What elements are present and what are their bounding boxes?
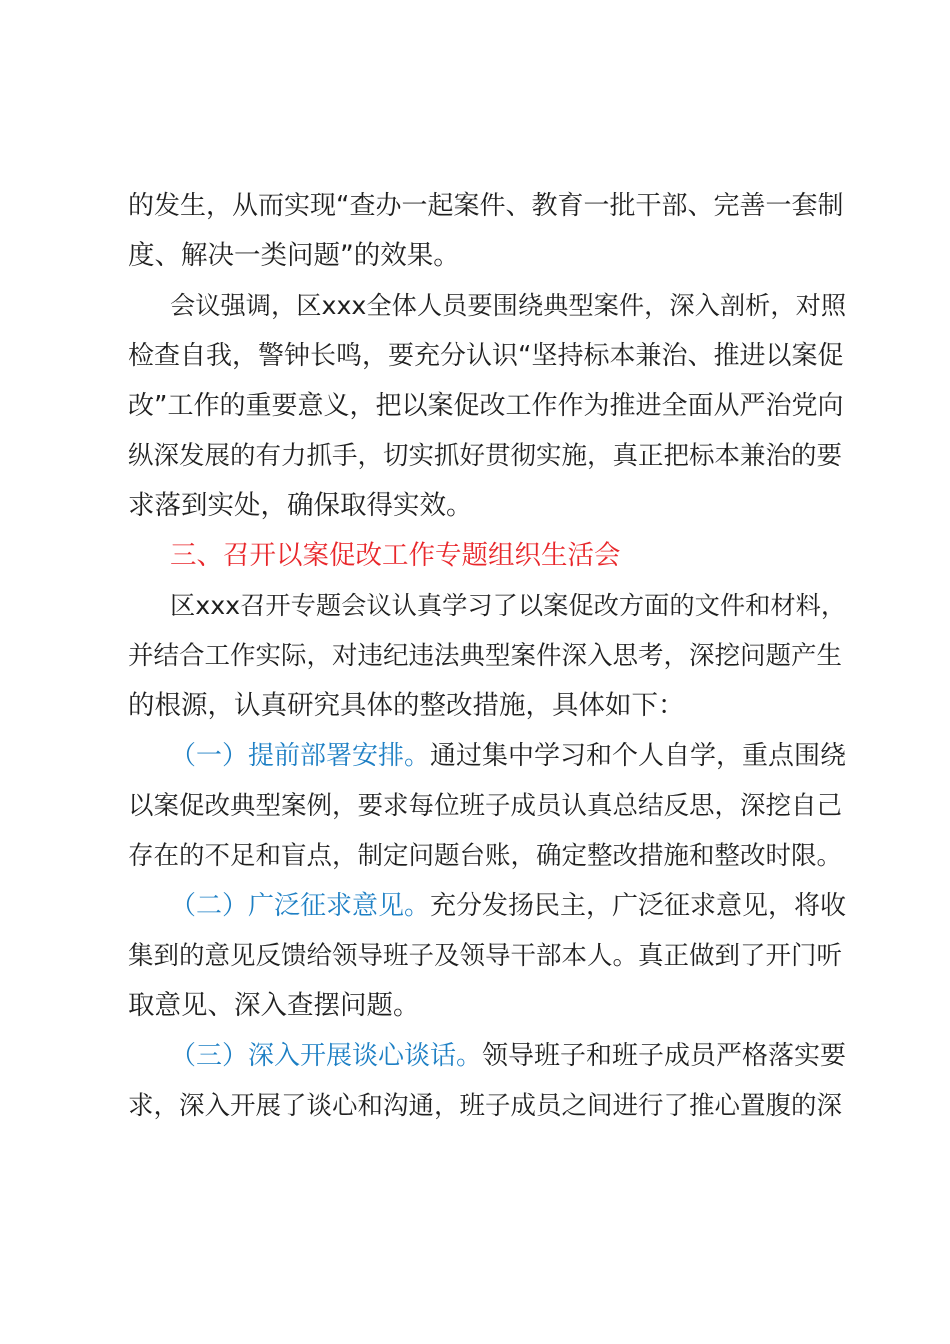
paragraph-line: 改”工作的重要意义，把以案促改工作作为推进全面从严治党向	[128, 391, 844, 421]
item-heading: （一）提前部署安排。	[170, 741, 431, 771]
intro-line: 的根源，认真研究具体的整改措施，具体如下：	[128, 690, 685, 721]
section-heading: 三、召开以案促改工作专题组织生活会	[170, 540, 621, 571]
item-line: 求，深入开展了谈心和沟通，班子成员之间进行了推心置腹的深	[128, 1091, 843, 1121]
paragraph-line: 纵深发展的有力抓手，切实抓好贯彻实施，真正把标本兼治的要	[128, 441, 843, 471]
item-first-line	[170, 731, 846, 781]
item-first-line	[170, 881, 846, 931]
item-line: 以案促改典型案例，要求每位班子成员认真总结反思，深挖自己	[128, 791, 843, 821]
item-text: 充分发扬民主，广泛征求意见，将收	[430, 891, 847, 921]
item-first-line	[170, 1031, 846, 1081]
item-text: 通过集中学习和个人自学，重点围绕	[430, 741, 847, 771]
paragraph-line: 检查自我，警钟长鸣，要充分认识“坚持标本兼治、推进以案促	[128, 341, 844, 371]
item-text: 领导班子和班子成员严格落实要	[482, 1041, 847, 1071]
paragraph-line: 度、解决一类问题”的效果。	[128, 240, 460, 271]
paragraph-line: 的发生，从而实现“查办一起案件、教育一批干部、完善一套制	[128, 191, 844, 221]
item-heading: （三）深入开展谈心谈话。	[170, 1041, 483, 1071]
item-heading: （二）广泛征求意见。	[170, 891, 431, 921]
intro-line: 区xxx召开专题会议认真学习了以案促改方面的文件和材料，	[170, 591, 847, 620]
item-line: 存在的不足和盲点，制定问题台账，确定整改措施和整改时限。	[128, 841, 843, 871]
paragraph-line: 会议强调，区xxx全体人员要围绕典型案件，深入剖析，对照	[170, 291, 847, 320]
paragraph-line: 求落到实处，确保取得实效。	[128, 490, 473, 521]
intro-line: 并结合工作实际，对违纪违法典型案件深入思考，深挖问题产生	[128, 641, 843, 671]
item-line: 取意见、深入查摆问题。	[128, 990, 420, 1021]
item-line: 集到的意见反馈给领导班子及领导干部本人。真正做到了开门听	[128, 941, 843, 971]
